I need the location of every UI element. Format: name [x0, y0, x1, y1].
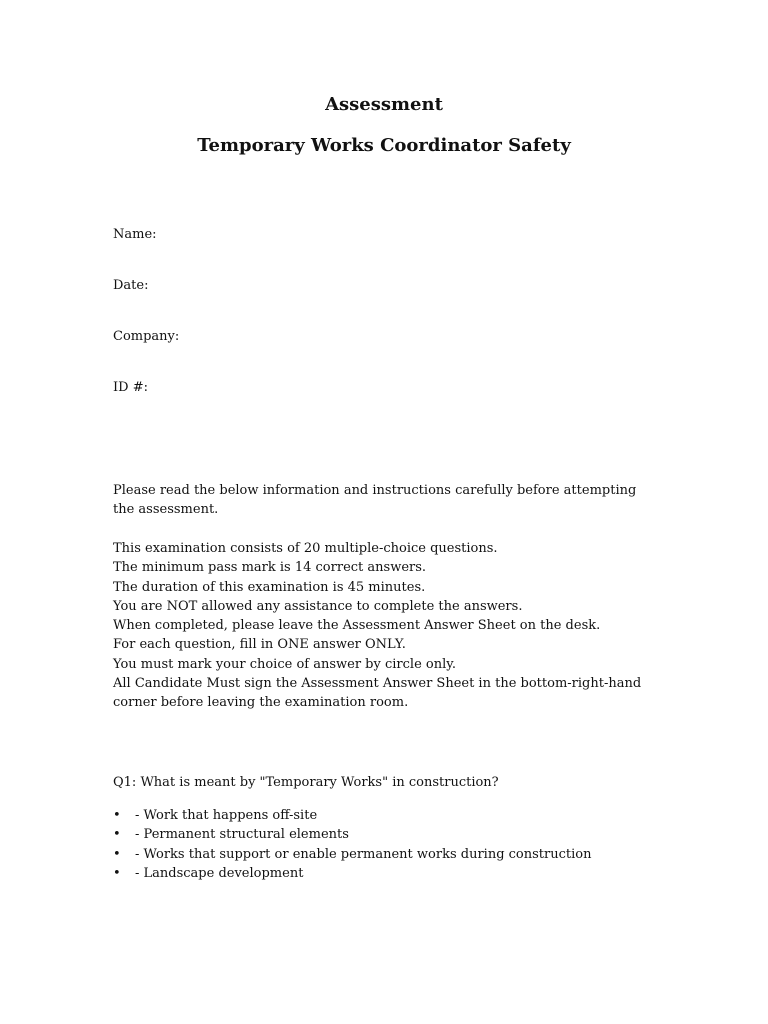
document-subtitle: Temporary Works Coordinator Safety [197, 135, 571, 156]
rule-item: This examination consists of 20 multiple-choice questions. [113, 541, 498, 556]
bullet-icon: • [113, 808, 121, 823]
instructions-intro: Please read the below information and instructions carefully before attempting the assessment. [113, 483, 637, 518]
rule-item: You are NOT allowed any assistance to complete the answers. [113, 598, 523, 614]
answer-option[interactable] [113, 825, 591, 844]
answer-option[interactable] [113, 864, 591, 883]
rule-item: The duration of this examination is 45 minutes. [113, 579, 426, 595]
bullet-icon: • [113, 865, 121, 881]
document-title: Assessment [325, 94, 443, 115]
rule-item: When completed, please leave the Assessment Answer Sheet on the desk. [113, 618, 601, 634]
answer-option-label: - Work that happens off-site [135, 808, 318, 823]
bullet-icon: • [113, 846, 121, 862]
id-field-label: ID #: [113, 380, 148, 395]
question-1-options [113, 806, 591, 883]
bullet-icon: • [113, 827, 121, 843]
rule-item: You must mark your choice of answer by circle only. [113, 656, 457, 672]
date-field-label: Date: [113, 278, 149, 293]
question-1-text: Q1: What is meant by "Temporary Works" in construction? [113, 775, 499, 790]
company-field-label: Company: [113, 329, 180, 344]
answer-option-label: - Landscape development [135, 865, 304, 881]
instructions-rules [113, 539, 653, 713]
answer-option-label: - Works that support or enable permanent works during construction [135, 846, 592, 862]
rule-item: All Candidate Must sign the Assessment Answer Sheet in the bottom-right-hand corner before leaving the examination room. [113, 676, 642, 711]
rule-item: The minimum pass mark is 14 correct answers. [113, 560, 427, 576]
name-field-label: Name: [113, 227, 157, 242]
answer-option-label: - Permanent structural elements [135, 827, 349, 843]
answer-option[interactable] [113, 845, 591, 864]
rule-item: For each question, fill in ONE answer ONLY. [113, 637, 406, 653]
answer-option[interactable] [113, 806, 591, 825]
